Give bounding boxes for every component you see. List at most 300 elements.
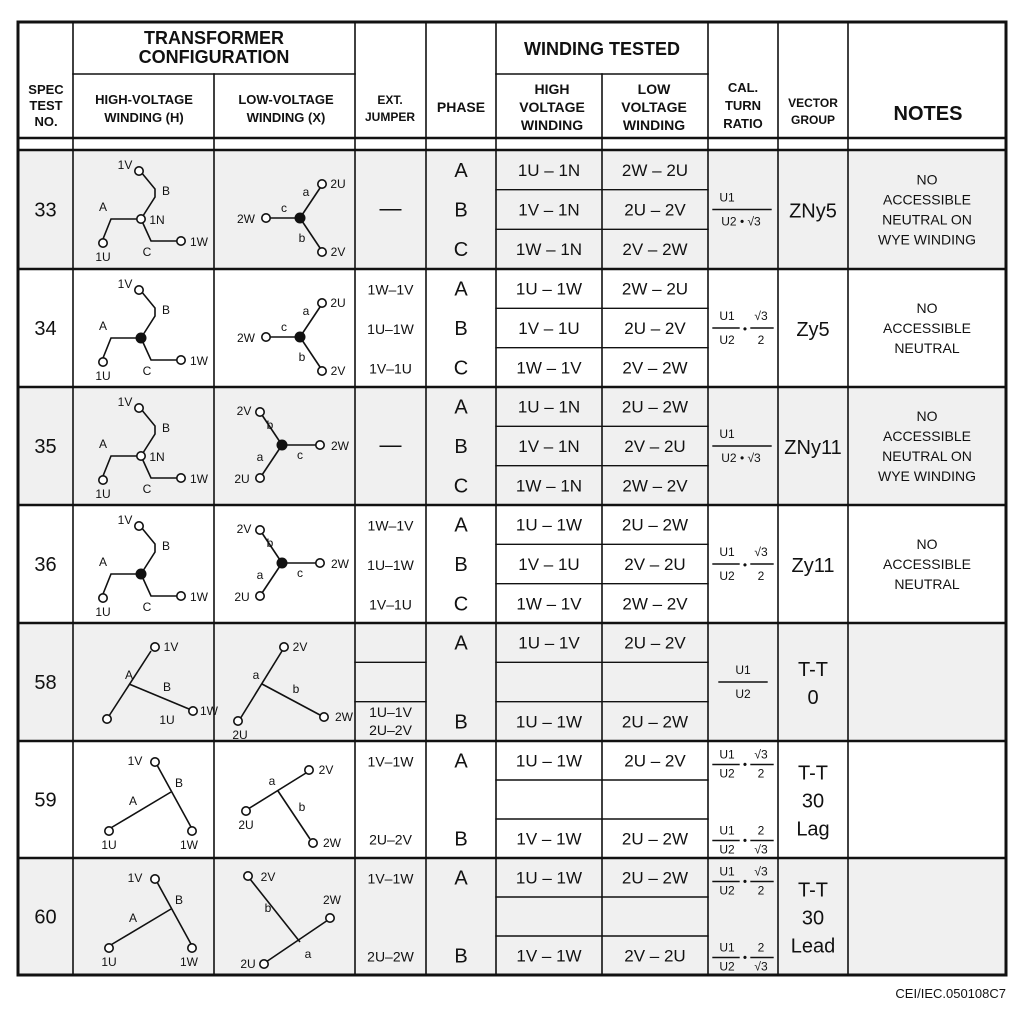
diagram-label: a <box>268 774 276 788</box>
ratio-text: U2 <box>719 766 735 781</box>
table-row <box>34 277 971 383</box>
notes-text: NEUTRAL ON <box>882 211 972 228</box>
ratio-text: U2 • √3 <box>721 451 761 465</box>
diagram-label: C <box>142 600 152 614</box>
diagram-label: A <box>124 668 134 682</box>
vector-group: Zy11 <box>791 555 835 577</box>
diagram-label: 1U <box>95 250 111 264</box>
terminal-node <box>103 715 111 723</box>
lv-winding-tested: 2W – 2U <box>621 279 689 299</box>
ratio-text: √3 <box>754 959 768 974</box>
vector-group: ZNy11 <box>784 437 842 459</box>
diagram-label: c <box>297 448 303 462</box>
diagram-label: B <box>161 539 171 553</box>
neutral-dot <box>136 569 147 580</box>
diagram-label: C <box>142 482 152 496</box>
diagram-label: B <box>161 421 171 435</box>
hv-winding-tested: 1U – 1W <box>515 751 583 771</box>
diagram-label: 1U <box>95 605 111 619</box>
terminal-node <box>309 839 317 847</box>
diagram-label: A <box>98 319 108 333</box>
lv-winding-tested: 2U – 2V <box>624 319 686 338</box>
hv-winding-tested: 1U – 1W <box>515 712 583 732</box>
winding-line <box>141 291 155 338</box>
terminal-node <box>320 713 328 721</box>
notes-text: NO <box>916 171 938 188</box>
phase-label: A <box>454 159 468 182</box>
terminal-node <box>177 237 185 245</box>
hv-winding-tested: 1U – 1W <box>515 279 583 299</box>
diagram-label: 2U <box>234 590 250 604</box>
ratio-text: U1 <box>719 864 735 879</box>
ext-jumper: 1V–1W <box>367 753 414 770</box>
diagram-label: C <box>142 364 152 378</box>
vector-group: 30 <box>801 790 825 813</box>
lv-winding-tested: 2U – 2W <box>621 868 689 888</box>
terminal-node <box>234 717 242 725</box>
terminal-node <box>99 594 107 602</box>
phase-label: A <box>454 867 468 890</box>
diagram-label: 2U <box>234 472 250 486</box>
diagram-label: b <box>264 901 272 915</box>
hv-winding-tested: 1V – 1U <box>518 555 580 574</box>
ext-jumper: 2U–2V <box>369 831 412 848</box>
vector-group: Lag <box>796 818 830 841</box>
row-shade <box>18 387 1006 505</box>
ext-jumper: 1U–1W <box>367 557 414 573</box>
lv-winding-tested: 2U – 2V <box>624 633 686 653</box>
terminal-node <box>326 914 334 922</box>
lv-winding-tested: 2V – 2U <box>624 437 686 456</box>
ratio-text: • <box>742 558 748 572</box>
ext-jumper: 1V–1U <box>369 596 412 613</box>
terminal-node <box>316 441 324 449</box>
ext-jumper: 2U–2W <box>367 948 414 965</box>
vector-group: ZNy5 <box>789 200 837 223</box>
hv-winding-tested: 1U – 1N <box>517 160 581 180</box>
lv-winding-tested: 2W – 2V <box>622 476 688 496</box>
hv-winding-tested: 1U – 1W <box>515 868 583 888</box>
neutral-dot <box>295 213 306 224</box>
diagram-label: 1V <box>117 277 133 291</box>
row-shading <box>18 150 1006 975</box>
notes-text: NO <box>916 408 938 424</box>
diagram-label: b <box>266 418 274 432</box>
diagram-label: B <box>162 680 172 694</box>
header-hv-winding: HIGH VOLTAGE WINDING <box>519 81 585 133</box>
diagram-label: A <box>128 911 138 925</box>
ratio-text: U2 <box>735 687 751 701</box>
diagram-label: 1V <box>127 871 143 885</box>
ratio-text: U1 <box>719 545 735 559</box>
terminal-node <box>99 358 107 366</box>
diagram-label: 2U <box>238 818 254 832</box>
header-turn-ratio: CAL. TURN RATIO <box>723 80 763 131</box>
diagram-label: 1W <box>180 838 198 852</box>
lv-winding-tested: 2W – 2V <box>622 594 688 614</box>
header-ext-jumper: EXT. JUMPER <box>364 93 416 124</box>
notes-text: ACCESSIBLE <box>883 191 971 208</box>
lv-winding-tested: 2W – 2U <box>621 160 689 180</box>
diagram-label: C <box>142 245 152 259</box>
winding-line <box>103 338 141 358</box>
terminal-node <box>280 643 288 651</box>
terminal-node <box>256 526 264 534</box>
header-hv: HIGH-VOLTAGE WINDING (H) <box>95 92 193 125</box>
diagram-label: 1V <box>117 395 133 409</box>
diagram-label: 2V <box>260 870 276 884</box>
ratio-text: U1 <box>719 427 735 441</box>
ratio-text: √3 <box>754 747 768 762</box>
diagram-label: 1W <box>190 472 208 486</box>
hv-winding-tested: 1V – 1N <box>518 437 580 456</box>
terminal-node <box>305 766 313 774</box>
notes-text: WYE WINDING <box>878 231 976 248</box>
ratio-text: U2 <box>719 959 735 974</box>
ext-jumper: 1W–1V <box>367 281 414 298</box>
diagram-label: 2V <box>330 245 346 259</box>
diagram-label: B <box>161 184 171 198</box>
ratio-text: U2 <box>719 883 735 898</box>
terminal-node <box>105 827 113 835</box>
lv-diagram <box>238 763 341 850</box>
lv-winding-tested: 2U – 2V <box>624 751 686 771</box>
ratio-text: U1 <box>719 747 735 762</box>
ratio-text: U1 <box>719 309 735 323</box>
vector-group: T-T <box>798 762 828 785</box>
terminal-node <box>177 592 185 600</box>
diagram-label: 1W <box>190 590 208 604</box>
terminal-node <box>151 643 159 651</box>
ratio-text: • <box>742 950 748 965</box>
diagram-label: 2W <box>323 893 341 907</box>
terminal-node <box>262 214 270 222</box>
hv-diagram <box>95 513 208 619</box>
phase-label: B <box>454 945 468 968</box>
spec-test-no: 58 <box>34 672 57 694</box>
diagram-label: B <box>174 776 184 790</box>
phase-label: A <box>454 632 468 655</box>
diagram-label: B <box>174 893 184 907</box>
diagram-label: A <box>98 437 108 451</box>
phase-label: A <box>454 278 468 301</box>
phase-label: A <box>454 396 468 419</box>
diagram-label: A <box>98 200 108 214</box>
ext-jumper: 1V–1W <box>367 870 414 887</box>
terminal-node <box>256 592 264 600</box>
ext-jumper: — <box>379 432 402 457</box>
ratio-text: U1 <box>719 940 735 955</box>
hv-winding-tested: 1W – 1V <box>516 358 582 378</box>
terminal-node <box>260 960 268 968</box>
hv-winding-tested: 1U – 1V <box>518 633 580 653</box>
vector-group: Zy5 <box>796 319 830 341</box>
terminal-node <box>135 167 143 175</box>
phase-label: B <box>454 436 468 458</box>
winding-line <box>278 791 310 839</box>
terminal-node <box>99 239 107 247</box>
header-vector-group: VECTOR GROUP <box>788 96 838 127</box>
notes-text: WYE WINDING <box>878 468 976 484</box>
ratio-text: • <box>742 322 748 336</box>
vector-group: 0 <box>807 687 819 709</box>
terminal-node <box>318 367 326 375</box>
notes-text: NEUTRAL ON <box>882 448 972 464</box>
diagram-label: c <box>281 320 287 334</box>
ratio-text: √3 <box>754 309 768 323</box>
hv-diagram <box>95 277 208 383</box>
terminal-node <box>151 875 159 883</box>
diagram-label: 1V <box>117 158 133 172</box>
terminal-node <box>256 474 264 482</box>
header-notes: NOTES <box>893 103 963 125</box>
phase-label: A <box>454 750 468 773</box>
terminal-node <box>316 559 324 567</box>
diagram-label: b <box>298 231 306 245</box>
diagram-label: 1W <box>190 354 208 368</box>
terminal-node <box>135 286 143 294</box>
ext-jumper: 1U–1W <box>367 321 414 337</box>
terminal-node <box>189 707 197 715</box>
diagram-label: 1N <box>149 213 165 227</box>
diagram-label: 1U <box>95 369 111 383</box>
diagram-label: 1V <box>127 754 143 768</box>
ext-jumper: 1V–1U <box>369 360 412 377</box>
ext-jumper: 1U–1V <box>369 704 412 720</box>
terminal-node <box>318 248 326 256</box>
terminal-node <box>105 944 113 952</box>
diagram-label: 2V <box>330 364 346 378</box>
terminal-node <box>135 522 143 530</box>
hv-diagram <box>101 754 198 852</box>
ratio-text: 2 <box>757 766 765 781</box>
diagram-label: 2W <box>335 710 353 724</box>
diagram-label: 2V <box>292 640 308 654</box>
lv-diagram <box>237 296 346 378</box>
diagram-label: a <box>252 668 260 682</box>
table-row <box>34 513 971 619</box>
terminal-node <box>137 215 145 223</box>
ratio-text: √3 <box>754 864 768 879</box>
hv-winding-tested: 1W – 1N <box>515 240 583 260</box>
lv-winding-tested: 2V – 2W <box>622 358 688 378</box>
diagram-label: 2U <box>232 728 248 742</box>
neutral-dot <box>277 440 288 451</box>
phase-label: C <box>453 239 469 262</box>
diagram-label: 1W <box>190 235 208 249</box>
winding-line <box>141 574 177 596</box>
notes-text: NEUTRAL <box>894 340 960 356</box>
diagram-label: b <box>266 536 274 550</box>
ratio-text: √3 <box>754 842 768 857</box>
phase-label: B <box>454 199 468 222</box>
lv-winding-tested: 2V – 2U <box>624 946 686 966</box>
terminal-node <box>242 807 250 815</box>
ratio-text: U1 <box>719 823 735 838</box>
ratio-text: U2 <box>719 333 735 347</box>
notes-text: ACCESSIBLE <box>883 320 971 336</box>
ratio-text: √3 <box>754 545 768 559</box>
diagram-label: 2U <box>240 957 256 971</box>
terminal-node <box>177 474 185 482</box>
ratio-text: U2 <box>719 569 735 583</box>
table-row <box>34 748 829 857</box>
terminal-node <box>244 872 252 880</box>
vector-group: T-T <box>798 659 828 681</box>
ratio-text: 2 <box>757 940 765 955</box>
vector-group: Lead <box>790 935 836 958</box>
phase-label: C <box>453 593 469 616</box>
hv-winding-tested: 1V – 1U <box>518 319 580 338</box>
diagram-label: 2W <box>323 836 341 850</box>
diagram-label: b <box>298 350 306 364</box>
diagram-label: a <box>302 304 310 318</box>
header-phase: PHASE <box>436 99 486 115</box>
terminal-node <box>99 476 107 484</box>
phase-label: A <box>454 514 468 537</box>
diagram-label: c <box>297 566 303 580</box>
diagram-label: 2V <box>318 763 334 777</box>
phase-label: B <box>454 711 468 734</box>
notes-text: ACCESSIBLE <box>883 428 971 444</box>
winding-line <box>248 773 306 809</box>
winding-line <box>141 527 155 574</box>
diagram-label: A <box>128 794 138 808</box>
spec-test-no: 59 <box>34 789 57 812</box>
diagram-label: 1N <box>149 450 165 464</box>
winding-line <box>109 792 171 829</box>
diagram-label: 2V <box>236 404 252 418</box>
diagram-label: b <box>298 800 306 814</box>
diagram-label: 2V <box>236 522 252 536</box>
neutral-dot <box>136 333 147 344</box>
ratio-text: 2 <box>757 569 765 583</box>
spec-test-no: 36 <box>34 554 57 576</box>
diagram-label: 2U <box>330 177 346 191</box>
diagram-label: 1U <box>101 955 117 969</box>
spec-test-no: 35 <box>34 436 57 458</box>
diagram-label: a <box>304 947 312 961</box>
hv-winding-tested: 1W – 1V <box>516 594 582 614</box>
diagram-label: 1U <box>101 838 117 852</box>
phase-label: C <box>453 357 469 380</box>
hv-winding-tested: 1U – 1W <box>515 515 583 535</box>
lv-winding-tested: 2U – 2W <box>621 397 689 417</box>
phase-label: B <box>454 828 468 851</box>
hv-winding-tested: 1W – 1N <box>515 476 583 496</box>
diagram-label: 1V <box>163 640 179 654</box>
ratio-text: • <box>742 833 748 848</box>
terminal-node <box>188 944 196 952</box>
winding-line <box>157 765 191 827</box>
diagram-label: 2W <box>331 557 349 571</box>
spec-test-no: 34 <box>34 318 57 340</box>
hv-winding-tested: 1U – 1N <box>517 397 581 417</box>
diagram-label: 2W <box>237 331 255 345</box>
diagram-label: B <box>161 303 171 317</box>
terminal-node <box>262 333 270 341</box>
terminal-node <box>135 404 143 412</box>
neutral-dot <box>277 558 288 569</box>
ext-jumper: 2U–2V <box>369 722 412 738</box>
ext-jumper: — <box>379 195 402 221</box>
ratio-text: 2 <box>757 883 765 898</box>
ratio-text: U1 <box>735 663 751 677</box>
diagram-label: a <box>256 568 264 582</box>
lv-winding-tested: 2U – 2V <box>624 200 686 220</box>
lv-winding-tested: 2U – 2W <box>621 829 689 849</box>
diagram-label: a <box>302 185 310 199</box>
lv-diagram <box>234 522 349 604</box>
winding-line <box>103 574 141 594</box>
diagram-label: 1U <box>159 713 175 727</box>
vector-group: T-T <box>798 879 828 902</box>
vector-group: 30 <box>801 907 825 930</box>
hv-winding-tested: 1V – 1W <box>516 946 582 966</box>
phase-label: B <box>454 554 468 576</box>
notes-text: NO <box>916 536 938 552</box>
terminal-node <box>256 408 264 416</box>
lv-winding-tested: 2U – 2W <box>621 712 689 732</box>
terminal-node <box>318 299 326 307</box>
table-body <box>34 158 976 974</box>
ratio-text: • <box>742 874 748 889</box>
hv-winding-tested: 1V – 1W <box>516 829 582 849</box>
header-lv-winding: LOW VOLTAGE WINDING <box>621 81 687 133</box>
notes-text: NO <box>916 300 938 316</box>
terminal-node <box>137 452 145 460</box>
row-shade <box>18 858 1006 975</box>
lv-winding-tested: 2U – 2W <box>621 515 689 535</box>
lv-winding-tested: 2V – 2W <box>622 240 688 260</box>
ratio-text: • <box>742 757 748 772</box>
spec-test-no: 60 <box>34 906 57 929</box>
ratio-text: U2 <box>719 842 735 857</box>
terminal-node <box>188 827 196 835</box>
row-shade <box>18 150 1006 269</box>
terminal-node <box>318 180 326 188</box>
notes-text: NEUTRAL <box>894 576 960 592</box>
header-lv: LOW-VOLTAGE WINDING (X) <box>238 92 334 125</box>
diagram-label: 1W <box>200 704 218 718</box>
diagram-label: 1V <box>117 513 133 527</box>
ext-jumper: 1W–1V <box>367 517 414 534</box>
diagram-label: b <box>292 682 300 696</box>
phase-label: B <box>454 318 468 340</box>
neutral-dot <box>295 332 306 343</box>
lv-winding-tested: 2V – 2U <box>624 555 686 574</box>
notes-text: ACCESSIBLE <box>883 556 971 572</box>
figure-reference: CEI/IEC.050108C7 <box>895 986 1006 1001</box>
diagram-label: 2W <box>237 212 255 226</box>
diagram-label: c <box>281 201 287 215</box>
diagram-label: 2U <box>330 296 346 310</box>
diagram-label: 1W <box>180 955 198 969</box>
ratio-text: U1 <box>719 190 735 205</box>
phase-label: C <box>453 475 469 498</box>
diagram-label: 2W <box>331 439 349 453</box>
hv-winding-tested: 1V – 1N <box>518 200 580 220</box>
ratio-text: 2 <box>757 823 765 838</box>
ratio-text: 2 <box>757 333 765 347</box>
terminal-node <box>151 758 159 766</box>
header-spec: SPEC TEST NO. <box>28 82 64 129</box>
winding-line <box>141 338 177 360</box>
diagram-label: a <box>256 450 264 464</box>
header-config: TRANSFORMER CONFIGURATION <box>138 28 290 67</box>
diagram-label: 1U <box>95 487 111 501</box>
terminal-node <box>177 356 185 364</box>
